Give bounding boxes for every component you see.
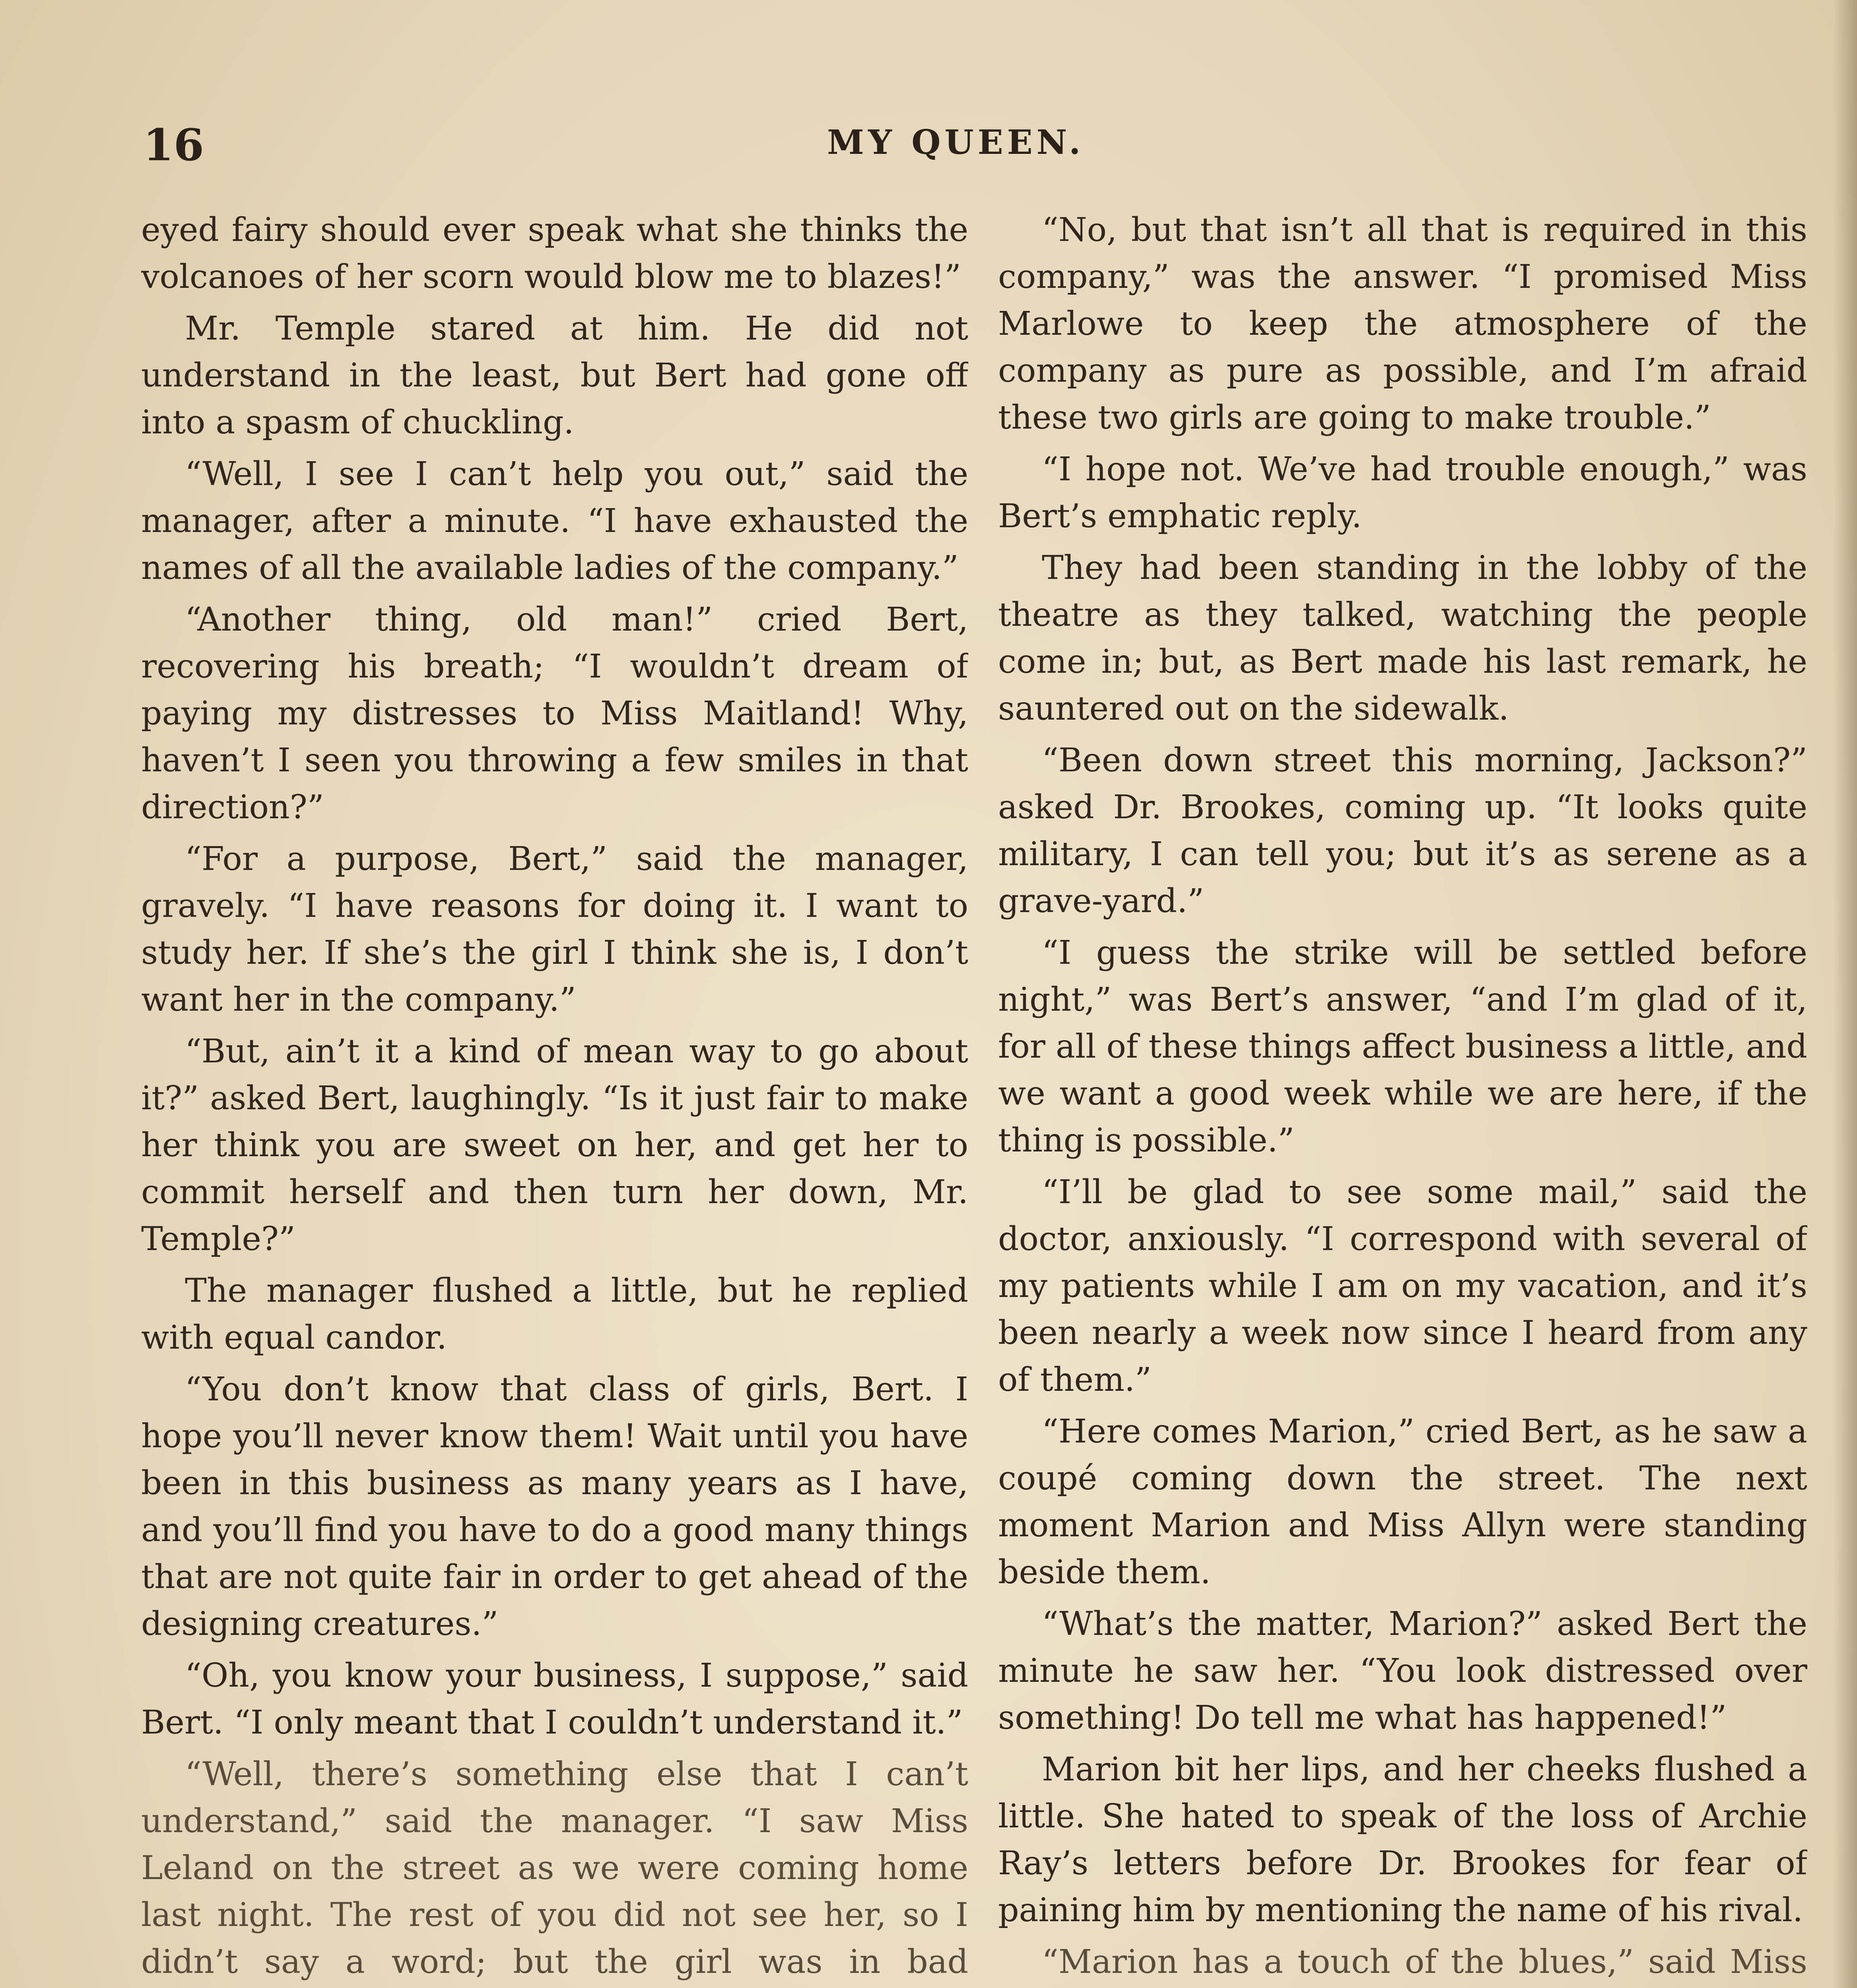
page-header	[143, 119, 1833, 171]
left-text-column	[141, 207, 968, 1988]
paragraph: “You don’t know that class of girls, Bert. I hope you’ll never know them! Wait until you have been in this business as many years as I have, and you’ll find you have to do a good many things that are not quite fair in order to get ahead of the designing creatures.”	[141, 1371, 968, 1643]
paragraph: “No, but that isn’t all that is required in this company,” was the answer. “I promised Miss Marlowe to keep the atmosphere of the company as pure as possible, and I’m afraid these two girls are going to make trouble.”	[998, 211, 1807, 437]
paragraph: “I’ll be glad to see some mail,” said the doctor, anxiously. “I correspond with several of my patients while I am on my vacation, and it’s been nearly a week now since I heard from any of them.”	[998, 1173, 1807, 1399]
paragraph: “Been down street this morning, Jackson?” asked Dr. Brookes, coming up. “It looks quite military, I can tell you; but it’s as serene as a grave-yard.”	[998, 742, 1807, 920]
paragraph: “Well, there’s something else that I can’t understand,” said the manager. “I saw Miss Leland on the street as we were coming home last night. The rest of you did not see her, so I didn’t say a word; but the girl was in bad	[141, 1755, 968, 1981]
paragraph: “I hope not. We’ve had trouble enough,” was Bert’s emphatic reply.	[998, 450, 1807, 535]
paragraph: The manager flushed a little, but he replied with equal candor.	[141, 1272, 968, 1357]
paragraph: “For a purpose, Bert,” said the manager, gravely. “I have reasons for doing it. I want to study her. If she’s the girl I think she is, I don’t want her in the company.”	[141, 840, 968, 1019]
paragraph: eyed fairy should ever speak what she thinks the volcanoes of her scorn would blow me to blazes!”	[141, 211, 968, 296]
running-title: MY QUEEN.	[827, 122, 1085, 162]
paragraph: “Well, I see I can’t help you out,” said the manager, after a minute. “I have exhausted the names of all the available ladies of the company.”	[141, 455, 968, 587]
paragraph: “Oh, you know your business, I suppose,” said Bert. “I only meant that I couldn’t understand it.”	[141, 1657, 968, 1741]
paragraph: Mr. Temple stared at him. He did not understand in the least, but Bert had gone off into a spasm of chuckling.	[141, 310, 968, 441]
page-number: 16	[143, 119, 204, 171]
paragraph: “I guess the strike will be settled before night,” was Bert’s answer, “and I’m glad of it, for all of these things affect business a little, and we want a good week while we are here, if the thing is possible.”	[998, 934, 1807, 1159]
paragraph: They had been standing in the lobby of the theatre as they talked, watching the people come in; but, as Bert made his last remark, he sauntered out on the sidewalk.	[998, 549, 1807, 728]
paragraph: “Here comes Marion,” cried Bert, as he saw a coupé coming down the street. The next moment Marion and Miss Allyn were standing beside them.	[998, 1413, 1807, 1591]
page-edge-shadow	[1833, 0, 1857, 1988]
paragraph: “But, ain’t it a kind of mean way to go about it?” asked Bert, laughingly. “Is it just fair to make her think you are sweet on her, and get her to commit herself and then turn her down, Mr. Temple?”	[141, 1033, 968, 1258]
paragraph: “Another thing, old man!” cried Bert, recovering his breath; “I wouldn’t dream of paying my distresses to Miss Maitland! Why, haven’t I seen you throwing a few smiles in that direction?”	[141, 601, 968, 826]
paragraph: Marion bit her lips, and her cheeks flushed a little. She hated to speak of the loss of Archie Ray’s letters before Dr. Brookes for fear of paining him by mentioning the name of his rival.	[998, 1751, 1807, 1929]
paragraph: “Marion has a touch of the blues,” said Miss	[1042, 1943, 1807, 1981]
paragraph: “What’s the matter, Marion?” asked Bert the minute he saw her. “You look distressed over something! Do tell me what has happened!”	[998, 1605, 1807, 1737]
right-text-column	[998, 207, 1807, 1988]
